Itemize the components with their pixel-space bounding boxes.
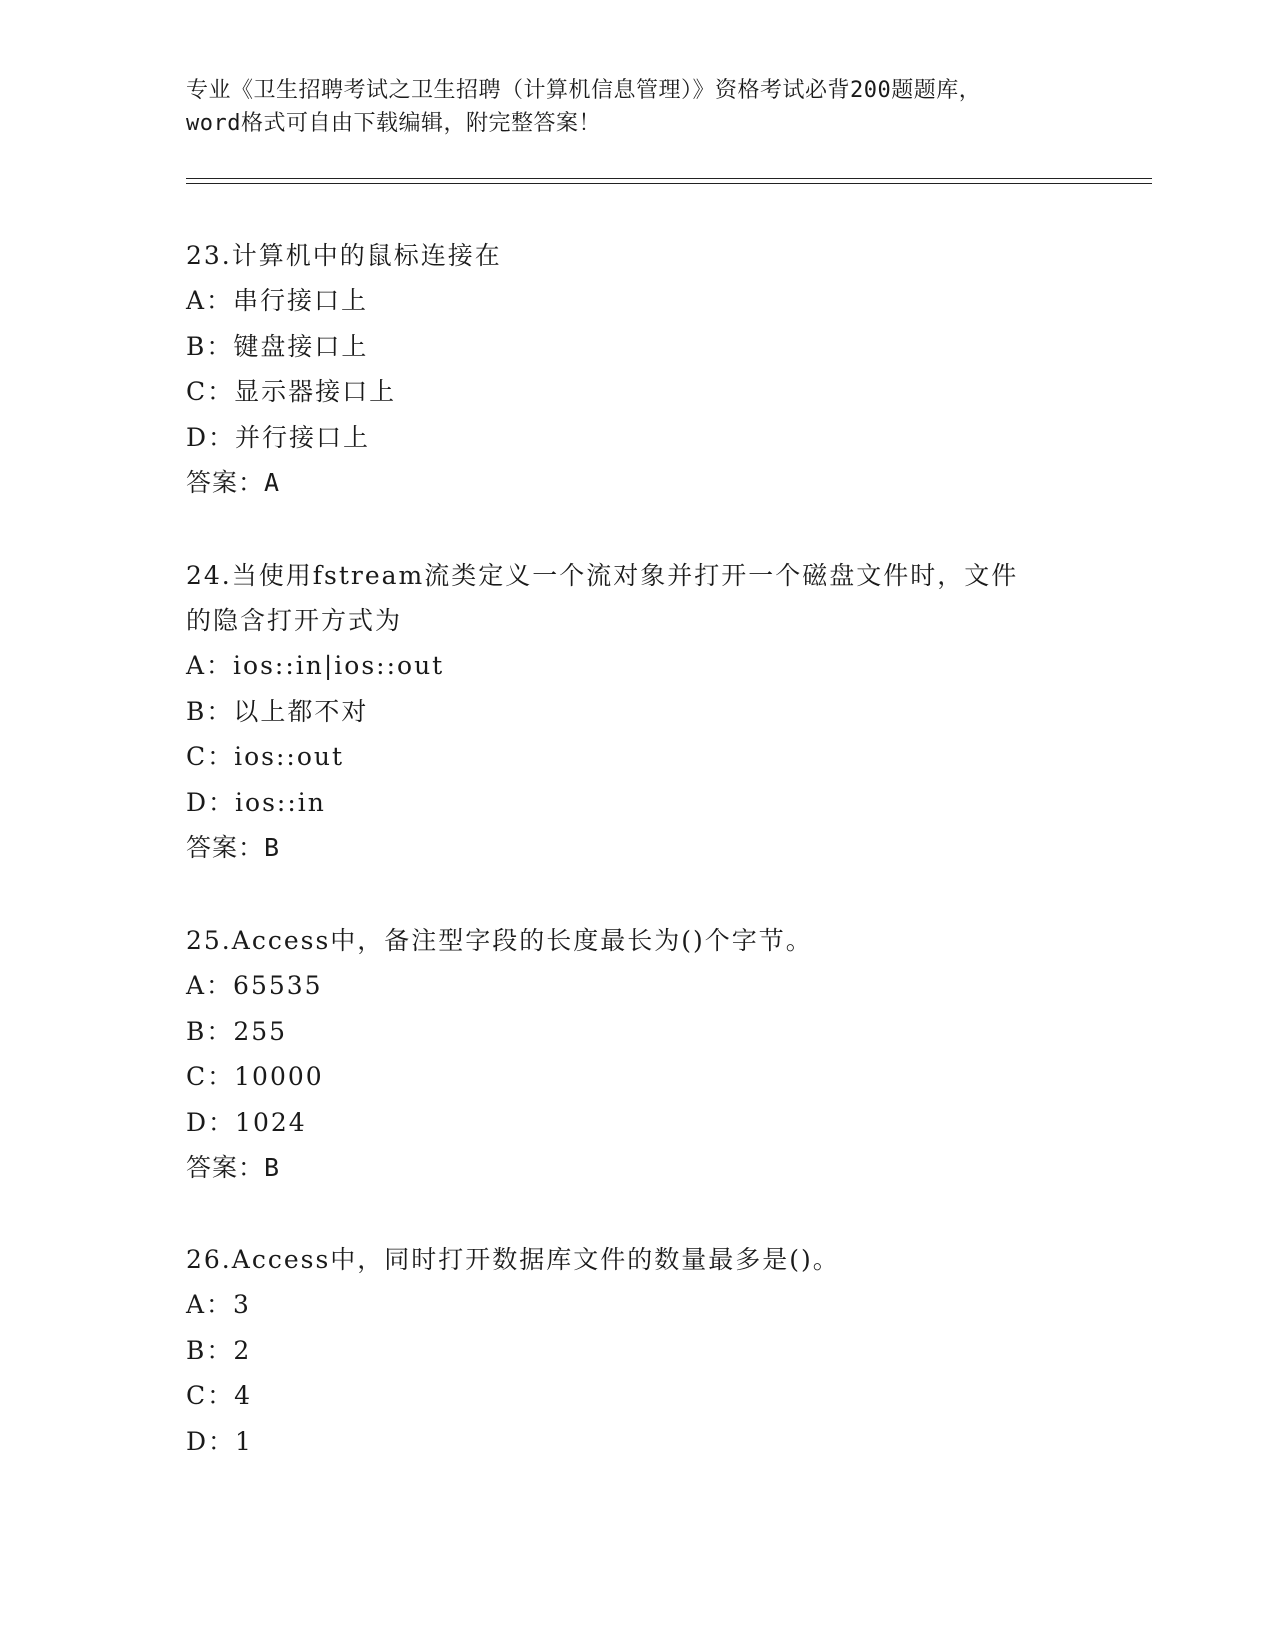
question-23: [186, 233, 1086, 506]
header-divider-top: [186, 178, 1152, 179]
option-d: D：1: [186, 1426, 253, 1456]
option-a: A：串行接口上: [186, 286, 369, 315]
question-24: [186, 553, 1086, 871]
option-d: D：并行接口上: [186, 422, 371, 452]
option-c: C：显示器接口上: [186, 377, 397, 406]
question-stem: 26.Access中，同时打开数据库文件的数量最多是()。: [186, 1245, 840, 1274]
option-d: D：ios::in: [186, 787, 326, 817]
option-c: C：10000: [186, 1062, 324, 1091]
header-divider-bottom: [186, 183, 1152, 184]
option-c: C：4: [186, 1381, 253, 1410]
question-26: [186, 1237, 1086, 1464]
answer-line: 答案：A: [186, 468, 281, 497]
option-d: D：1024: [186, 1107, 307, 1137]
answer-line: 答案：B: [186, 833, 281, 862]
option-a: A：3: [186, 1290, 251, 1319]
option-b: B：255: [186, 1016, 288, 1046]
header-line-1: 专业《卫生招聘考试之卫生招聘（计算机信息管理）》资格考试必背200题题库，: [186, 78, 982, 103]
option-a: A：ios::in|ios::out: [186, 651, 445, 680]
option-b: B：以上都不对: [186, 696, 369, 726]
question-stem: 24.当使用fstream流类定义一个流对象并打开一个磁盘文件时，文件: [186, 561, 1019, 590]
option-b: B：键盘接口上: [186, 331, 369, 361]
question-stem: 25.Access中，备注型字段的长度最长为()个字节。: [186, 926, 813, 955]
answer-line: 答案：B: [186, 1153, 281, 1182]
option-c: C：ios::out: [186, 742, 345, 771]
header-line-2: word格式可自由下载编辑，附完整答案！: [186, 111, 601, 136]
document-header: [186, 74, 1086, 140]
option-a: A：65535: [186, 971, 323, 1000]
question-stem: 23.计算机中的鼠标连接在: [186, 241, 502, 270]
question-25: [186, 918, 1086, 1191]
question-stem-continued: 的隐含打开方式为: [186, 606, 403, 635]
option-b: B：2: [186, 1335, 252, 1365]
